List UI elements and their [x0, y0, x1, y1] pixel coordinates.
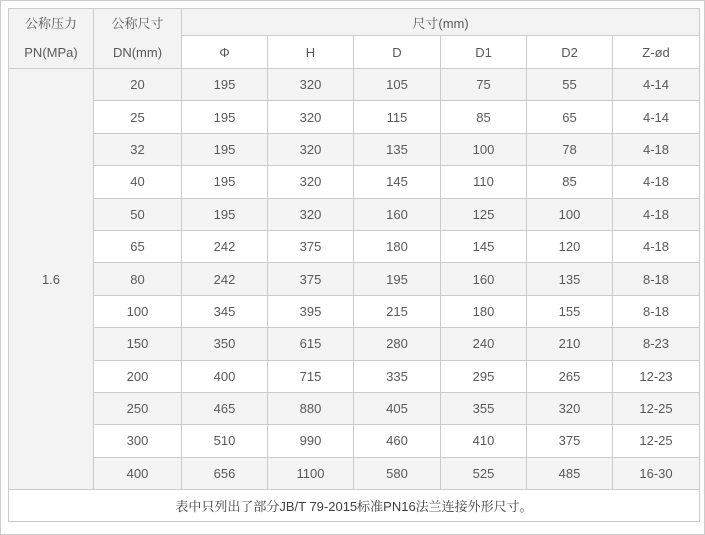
- table-cell: 242: [182, 263, 268, 295]
- table-cell: 145: [441, 230, 527, 262]
- table-cell: 375: [268, 230, 354, 262]
- table-cell: 85: [527, 166, 613, 198]
- note-row: [9, 490, 700, 522]
- table-row: [9, 230, 700, 262]
- table-cell: 50: [94, 198, 182, 230]
- table-cell: 615: [268, 328, 354, 360]
- table-cell: 215: [354, 295, 441, 327]
- table-row: [9, 198, 700, 230]
- table-cell: 345: [182, 295, 268, 327]
- header-nominal-size-unit: DN(mm): [112, 44, 163, 60]
- table-cell: 240: [441, 328, 527, 360]
- table-row: [9, 101, 700, 133]
- table-cell: 100: [527, 198, 613, 230]
- table-cell: 115: [354, 101, 441, 133]
- table-cell: 75: [441, 69, 527, 101]
- table-cell: 395: [268, 295, 354, 327]
- table-cell: 4-18: [613, 133, 700, 165]
- table-cell: 195: [182, 198, 268, 230]
- table-row: [9, 457, 700, 489]
- table-cell: 250: [94, 392, 182, 424]
- table-cell: 32: [94, 133, 182, 165]
- table-cell: 55: [527, 69, 613, 101]
- table-note: 表中只列出了部分JB/T 79-2015标准PN16法兰连接外形尺寸。: [9, 490, 700, 522]
- table-cell: 4-14: [613, 101, 700, 133]
- table-cell: 110: [441, 166, 527, 198]
- header-nominal-pressure-cn: 公称压力: [24, 16, 77, 32]
- table-cell: 120: [527, 230, 613, 262]
- table-cell: 8-18: [613, 263, 700, 295]
- table-cell: 16-30: [613, 457, 700, 489]
- table-cell: 180: [354, 230, 441, 262]
- table-cell: 4-18: [613, 198, 700, 230]
- flange-dimension-table: [8, 8, 700, 522]
- header-dimensions-group: 尺寸(mm): [182, 9, 700, 36]
- table-cell: 242: [182, 230, 268, 262]
- table-cell: 135: [354, 133, 441, 165]
- table-row: [9, 133, 700, 165]
- header-col-d2: D2: [527, 36, 613, 69]
- table-cell: 405: [354, 392, 441, 424]
- table-cell: 180: [441, 295, 527, 327]
- table-cell: 4-14: [613, 69, 700, 101]
- header-col-d: D: [354, 36, 441, 69]
- pn-value-cell: 1.6: [9, 69, 94, 490]
- header-nominal-pressure-unit: PN(MPa): [24, 44, 78, 60]
- table-cell: 125: [441, 198, 527, 230]
- table-cell: 80: [94, 263, 182, 295]
- table-cell: 65: [94, 230, 182, 262]
- table-cell: 320: [268, 101, 354, 133]
- table-cell: 320: [268, 166, 354, 198]
- table-cell: 145: [354, 166, 441, 198]
- table-cell: 12-25: [613, 392, 700, 424]
- header-col-h: H: [268, 36, 354, 69]
- header-col-zod: Z-ød: [613, 36, 700, 69]
- table-cell: 485: [527, 457, 613, 489]
- table-cell: 8-18: [613, 295, 700, 327]
- header-nominal-size: [94, 9, 182, 69]
- table-cell: 4-18: [613, 230, 700, 262]
- table-cell: 160: [354, 198, 441, 230]
- table-cell: 12-25: [613, 425, 700, 457]
- table-cell: 460: [354, 425, 441, 457]
- table-cell: 465: [182, 392, 268, 424]
- table-cell: 200: [94, 360, 182, 392]
- table-cell: 25: [94, 101, 182, 133]
- header-col-d1: D1: [441, 36, 527, 69]
- header-col-phi: Φ: [182, 36, 268, 69]
- table-row: [9, 295, 700, 327]
- table-cell: 400: [94, 457, 182, 489]
- table-cell: 580: [354, 457, 441, 489]
- table-cell: 195: [182, 133, 268, 165]
- table-cell: 155: [527, 295, 613, 327]
- table-cell: 100: [94, 295, 182, 327]
- table-cell: 100: [441, 133, 527, 165]
- table-cell: 1100: [268, 457, 354, 489]
- table-row: [9, 425, 700, 457]
- table-cell: 195: [182, 166, 268, 198]
- table-cell: 20: [94, 69, 182, 101]
- table-cell: 715: [268, 360, 354, 392]
- table-cell: 210: [527, 328, 613, 360]
- table-row: [9, 328, 700, 360]
- table-cell: 160: [441, 263, 527, 295]
- table-cell: 375: [268, 263, 354, 295]
- table-cell: 280: [354, 328, 441, 360]
- table-cell: 990: [268, 425, 354, 457]
- table-cell: 320: [268, 69, 354, 101]
- table-cell: 335: [354, 360, 441, 392]
- table-cell: 350: [182, 328, 268, 360]
- table-row: [9, 69, 700, 101]
- table-cell: 195: [182, 101, 268, 133]
- table-cell: 8-23: [613, 328, 700, 360]
- header-row-top: [9, 9, 700, 36]
- table-cell: 195: [182, 69, 268, 101]
- table-row: [9, 360, 700, 392]
- table-cell: 12-23: [613, 360, 700, 392]
- table-cell: 400: [182, 360, 268, 392]
- table-cell: 355: [441, 392, 527, 424]
- table-cell: 525: [441, 457, 527, 489]
- table-cell: 78: [527, 133, 613, 165]
- table-cell: 150: [94, 328, 182, 360]
- table-cell: 320: [268, 133, 354, 165]
- table-cell: 880: [268, 392, 354, 424]
- table-cell: 265: [527, 360, 613, 392]
- table-cell: 195: [354, 263, 441, 295]
- table-cell: 320: [268, 198, 354, 230]
- table-row: [9, 166, 700, 198]
- header-nominal-size-cn: 公称尺寸: [111, 16, 164, 32]
- table-cell: 105: [354, 69, 441, 101]
- header-nominal-pressure: [9, 9, 94, 69]
- table-cell: 410: [441, 425, 527, 457]
- table-cell: 40: [94, 166, 182, 198]
- table-cell: 85: [441, 101, 527, 133]
- table-cell: 4-18: [613, 166, 700, 198]
- table-cell: 295: [441, 360, 527, 392]
- table-cell: 300: [94, 425, 182, 457]
- table-cell: 135: [527, 263, 613, 295]
- table-cell: 656: [182, 457, 268, 489]
- table-cell: 510: [182, 425, 268, 457]
- table-row: [9, 263, 700, 295]
- table-row: [9, 392, 700, 424]
- table-cell: 320: [527, 392, 613, 424]
- table-cell: 375: [527, 425, 613, 457]
- table-cell: 65: [527, 101, 613, 133]
